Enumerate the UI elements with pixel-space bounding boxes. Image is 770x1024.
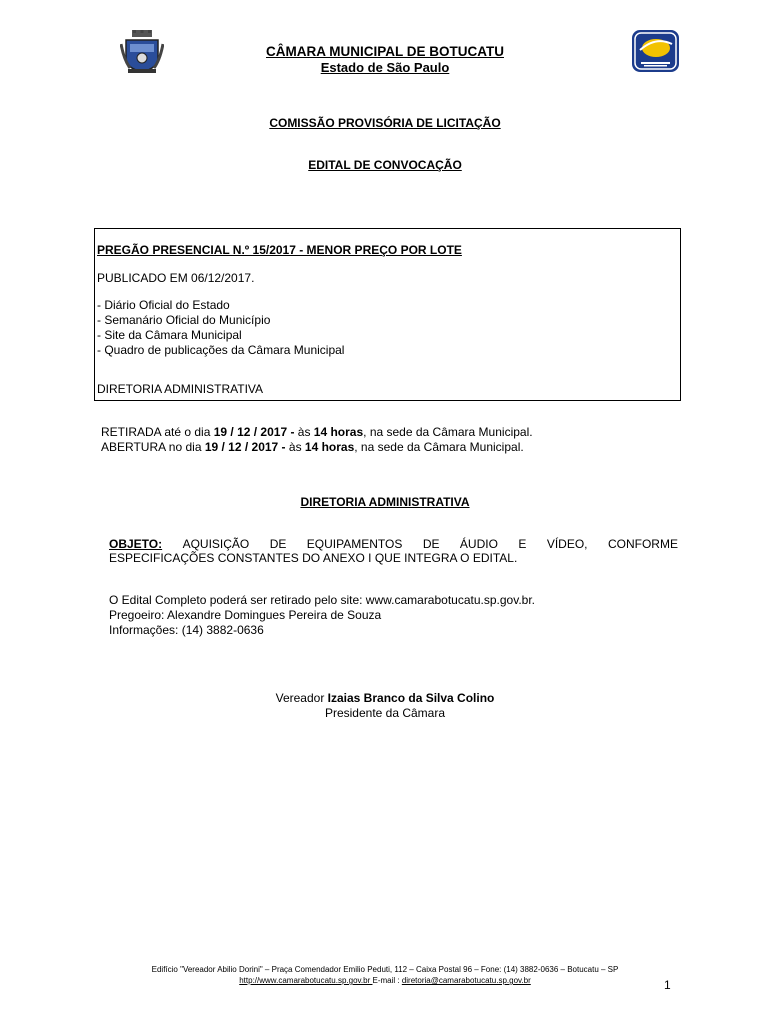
retirada-mid: às: [297, 425, 314, 439]
channel-item: - Site da Câmara Municipal: [97, 328, 242, 342]
object-word: DE: [269, 537, 287, 551]
object-line-1: [109, 537, 678, 552]
notice-box: [94, 228, 681, 401]
edital-title: EDITAL DE CONVOCAÇÃO: [308, 158, 462, 172]
footer-email-label: E-mail :: [372, 976, 402, 985]
retirada-line: [101, 425, 533, 440]
object-word: EQUIPAMENTOS: [306, 537, 403, 551]
object-word: CONFORME: [607, 537, 678, 551]
channel-item: - Diário Oficial do Estado: [97, 298, 230, 312]
footer-contacts: [0, 975, 770, 986]
page-number: 1: [664, 978, 671, 992]
retirada-suffix: , na sede da Câmara Municipal.: [363, 425, 533, 439]
directorate-heading: DIRETORIA ADMINISTRATIVA: [300, 495, 470, 509]
footer-address: Edifício "Vereador Abilio Dorini" – Praça Comendador Emilio Peduti, 112 – Caixa Postal 96 – Fone: (14) 3882-0636 – Botucatu – SP: [151, 965, 619, 974]
box-directorate: DIRETORIA ADMINISTRATIVA: [97, 382, 264, 396]
object-word: AQUISIÇÃO: [182, 537, 250, 551]
signature-prefix: Vereador: [275, 691, 328, 705]
phone-info: Informações: (14) 3882-0636: [109, 623, 264, 637]
channel-item: - Semanário Oficial do Município: [97, 313, 271, 327]
pregao-heading: PREGÃO PRESENCIAL N.º 15/2017 - MENOR PREÇO POR LOTE: [97, 243, 462, 257]
abertura-date: 19 / 12 / 2017 -: [204, 440, 289, 454]
object-line-2: ESPECIFICAÇÕES CONSTANTES DO ANEXO I QUE INTEGRA O EDITAL.: [109, 551, 518, 565]
retirada-hour: 14 horas: [313, 425, 364, 439]
commission-title: COMISSÃO PROVISÓRIA DE LICITAÇÃO: [269, 116, 501, 130]
abertura-hour: 14 horas: [304, 440, 355, 454]
footer-url-link[interactable]: http://www.camarabotucatu.sp.gov.br: [239, 976, 373, 985]
published-date: PUBLICADO EM 06/12/2017.: [97, 271, 255, 285]
abertura-prefix: ABERTURA no dia: [101, 440, 205, 454]
retirada-prefix: RETIRADA até o dia: [101, 425, 214, 439]
signature-role: Presidente da Câmara: [324, 706, 446, 720]
object-word: VÍDEO,: [546, 537, 588, 551]
pregoeiro-info: Pregoeiro: Alexandre Domingues Pereira de Souza: [109, 608, 382, 622]
abertura-line: [101, 440, 524, 455]
publication-channels: [97, 298, 344, 358]
institution-title: CÂMARA MUNICIPAL DE BOTUCATU: [266, 44, 504, 59]
retirada-date: 19 / 12 / 2017 -: [213, 425, 298, 439]
object-word: ÁUDIO: [459, 537, 498, 551]
edital-site-info: O Edital Completo poderá ser retirado pelo site: www.camarabotucatu.sp.gov.br.: [109, 593, 535, 607]
object-word: E: [518, 537, 527, 551]
signatory-name: Izaias Branco da Silva Colino: [327, 691, 495, 705]
institution-subtitle: Estado de São Paulo: [320, 60, 450, 75]
object-word: DE: [422, 537, 440, 551]
abertura-suffix: , na sede da Câmara Municipal.: [354, 440, 524, 454]
signature-name: [0, 691, 770, 706]
abertura-mid: às: [288, 440, 305, 454]
object-label: OBJETO:: [109, 537, 163, 551]
channel-item: - Quadro de publicações da Câmara Municipal: [97, 343, 345, 357]
footer-email-link[interactable]: diretoria@camarabotucatu.sp.gov.br: [401, 976, 531, 985]
